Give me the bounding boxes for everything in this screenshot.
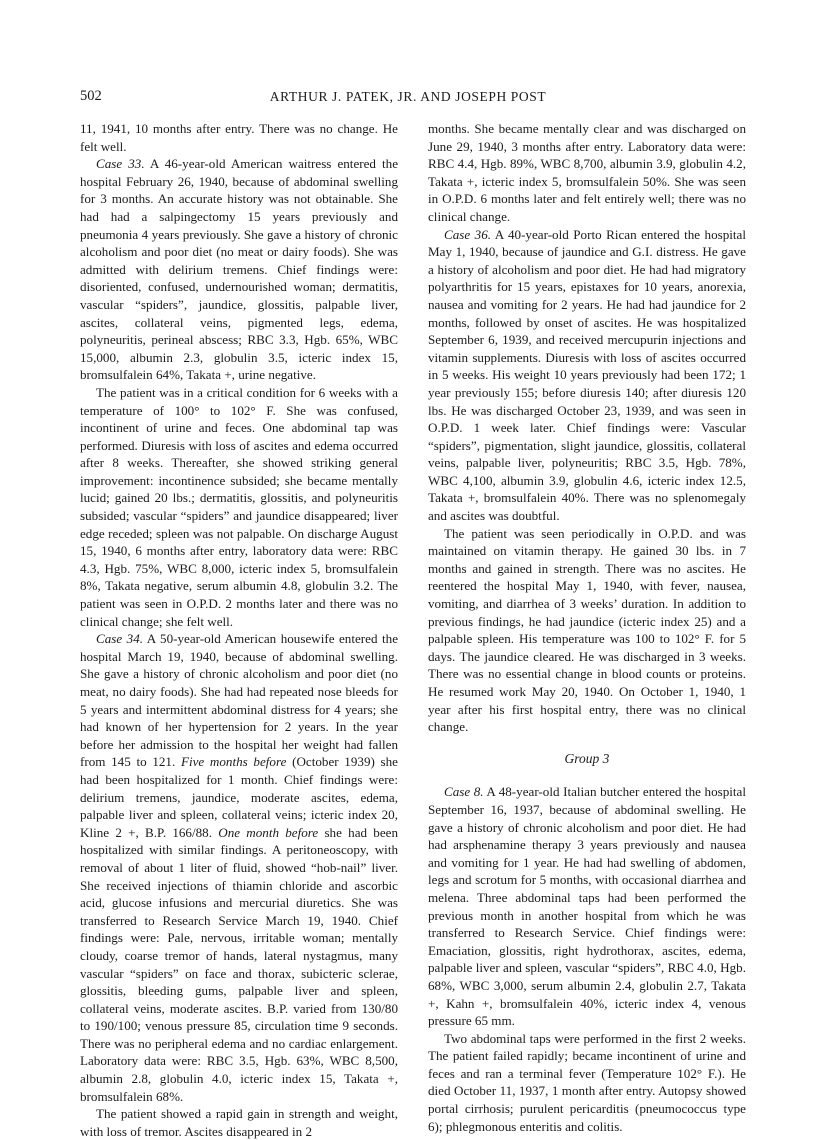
case-34-text: (October 1939) she had been hospitalized for 1 month. Chief findings were: delirium tremens, jaundice, moderate ascites, edema, palpable liver and spleen, collateral veins; icteric index 20, Kline 2 +, B.P. 166/88.	[80, 754, 398, 840]
case-36-label: Case 36.	[444, 226, 492, 242]
case-33-paragraph	[80, 155, 398, 384]
italic-phrase: One month before	[218, 824, 319, 840]
paragraph: 11, 1941, 10 months after entry. There was no change. He felt well.	[80, 121, 398, 154]
case-34-label: Case 34.	[96, 631, 144, 647]
case-33-label: Case 33.	[96, 156, 145, 172]
paragraph: months. She became mentally clear and was discharged on June 29, 1940, 3 months after entry. Laboratory data were: RBC 4.4, Hgb. 89%, WBC 8,700, albumin 3.9, globulin 4.2, Takata +, icteric index 5, bromsulfalein 50%. She was seen in O.P.D. 6 months later and felt entirely well; there was no clinical change.	[428, 121, 746, 224]
running-head: ARTHUR J. PATEK, JR. AND JOSEPH POST	[269, 89, 547, 104]
left-column	[80, 120, 398, 1140]
right-column	[428, 120, 746, 1135]
case-8-label: Case 8.	[444, 784, 484, 800]
case-8-text: A 48-year-old Italian butcher entered the hospital September 16, 1937, because of abdominal swelling. He gave a history of chronic alcoholism and poor diet. He had had arsphenamine therapy 3 years previously and nausea and vomiting for 1 year. He had had swelling of abdomen, legs and scrotum for 5 months, with occasional diarrhea and melena. Three abdominal taps had been performed the previous month in another hospital from which he was transferred to Research Service. Chief findings were: Emaciation, glossitis, right hydrothorax, ascites, edema, palpable liver and spleen, vascular “spiders”, RBC 4.0, Hgb. 68%, WBC 3,000, serum albumin 2.4, globulin 2.7, Takata +, Kahn +, bromsulfalein 40%, icteric index 4, venous pressure 65 mm.	[428, 784, 747, 1029]
paragraph: The patient was in a critical condition for 6 weeks with a temperature of 100° to 102° F. She was confused, incontinent of urine and feces. One abdominal tap was performed. Diuresis with loss of ascites and edema occurred after 8 weeks. Thereafter, she showed striking general improvement: incontinence subsided; she became mentally lucid; gained 20 lbs.; dermatitis, glossitis, and polyneuritis subsided; vascular “spiders” and jaundice disappeared; liver edge receded; spleen was not palpable. On discharge August 15, 1940, 6 months after entry, laboratory data were: RBC 4.3, Hgb. 75%, WBC 8,000, icteric index 5, bromsulfalein 8%, Takata negative, serum albumin 4.8, globulin 3.2. The patient was seen in O.P.D. 2 months later and there was no clinical change; she felt well.	[80, 384, 398, 629]
case-36-paragraph	[428, 226, 746, 525]
case-36-text: A 40-year-old Porto Rican entered the hospital May 1, 1940, because of jaundice and G.I. distress. He gave a history of alcoholism and poor diet. He had had migratory polyarthritis for 15 years, epistaxes for 10 years, anorexia, nausea and vomiting for 2 years. He had had jaundice for 2 months, followed by onset of ascites. He was hospitalized September 6, 1939, and received mercupurin injections and vitamin supplements. Diuresis with loss of ascites occurred in 5 weeks. His weight 10 years previously had been 172; 1 year previously 155; before diuresis 140; after diuresis 120 lbs. He was discharged October 23, 1939, and was seen in O.P.D. 1 week later. Chief findings were: Vascular “spiders”, pigmentation, slight jaundice, glossitis, collateral veins, palpable liver, polyneuritis; RBC 3.5, Hgb. 78%, WBC 4,100, albumin 3.9, globulin 4.6, icteric index 12.5, Takata +, bromsulfalein 40%. There was no splenomegaly and ascites was doubtful.	[428, 226, 747, 524]
page-header	[80, 88, 736, 108]
page-number: 502	[80, 88, 102, 104]
paragraph: The patient was seen periodically in O.P.D. and was maintained on vitamin therapy. He gained 30 lbs. in 7 months and gained in strength. There was no ascites. He reentered the hospital May 1, 1940, with fever, nausea, vomiting, and diarrhea of 3 weeks’ duration. In addition to previous findings, he had jaundice (icteric index 25) and a palpable spleen. His temperature was 100 to 102° F. for 5 days. The jaundice cleared. He was discharged in 3 weeks. There was no essential change in blood counts or proteins. He resumed work May 20, 1940. On October 1, 1940, 1 year after his first hospital entry, there was no clinical change.	[428, 525, 746, 735]
case-34-text: A 50-year-old American housewife entered the hospital March 19, 1940, because of abdominal swelling. She gave a history of chronic alcoholism and poor diet (no meat, no dairy foods). She had had repeated nose bleeds for 5 years and intermittent abdominal distress for 4 years; she had known of her hypertension for 2 years. In the year before her admission to the hospital her weight had fallen from 145 to 121.	[80, 631, 399, 770]
case-34-paragraph	[80, 630, 398, 1105]
case-33-text: A 46-year-old American waitress entered the hospital February 26, 1940, because of abdominal swelling for 3 months. An accurate history was not obtainable. She had had a salpingectomy 15 years previously and pneumonia 4 years previously. She gave a history of chronic alcoholism and poor diet (no meat or dairy foods). She was admitted with delirium tremens. Chief findings were: disoriented, confused, undernourished woman; dermatitis, vascular “spiders”, jaundice, glossitis, palpable liver, ascites, collateral veins, pigmented legs, edema, polyneuritis, perineal abscess; RBC 3.3, Hgb. 65%, WBC 15,000, albumin 2.3, globulin 3.5, icteric index 15, bromsulfalein 64%, Takata +, urine negative.	[80, 156, 399, 383]
group-heading: Group 3	[564, 750, 610, 766]
case-34-text: she had been hospitalized with similar findings. A peritoneoscopy, with removal of about 1 liter of fluid, showed “hob-nail” liver. She received injections of thiamin chloride and ascorbic acid, glucose infusions and mercurial diuretics. She was transferred to Research Service March 19, 1940. Chief findings were: Pale, nervous, irritable woman; mentally cloudy, coarse tremor of hands, lateral nystagmus, many vascular “spiders” on face and thorax, subicteric sclerae, glossitis, bleeding gums, palpable liver and spleen, collateral veins, moderate ascites. B.P. varied from 130/80 to 190/100; venous pressure 85, circulation time 9 seconds. There was no peripheral edema and no cardiac enlargement. Laboratory data were: RBC 3.5, Hgb. 63%, WBC 8,500, albumin 2.8, globulin 4.0, icteric index 15, Takata +, bromsulfalein 68%.	[80, 824, 398, 1104]
paragraph: Two abdominal taps were performed in the first 2 weeks. The patient failed rapidly; became incontinent of urine and feces and ran a terminal fever (Temperature 102° F.). He died October 11, 1937, 1 month after entry. Autopsy showed portal cirrhosis; purulent pericarditis (pneumococcus type 6); phlegmonous enteritis and colitis.	[428, 1030, 746, 1134]
italic-phrase: Five months before	[180, 754, 287, 770]
paragraph: The patient showed a rapid gain in strength and weight, with loss of tremor. Ascites disappeared in 2	[80, 1106, 398, 1139]
case-8-paragraph	[428, 783, 746, 1029]
